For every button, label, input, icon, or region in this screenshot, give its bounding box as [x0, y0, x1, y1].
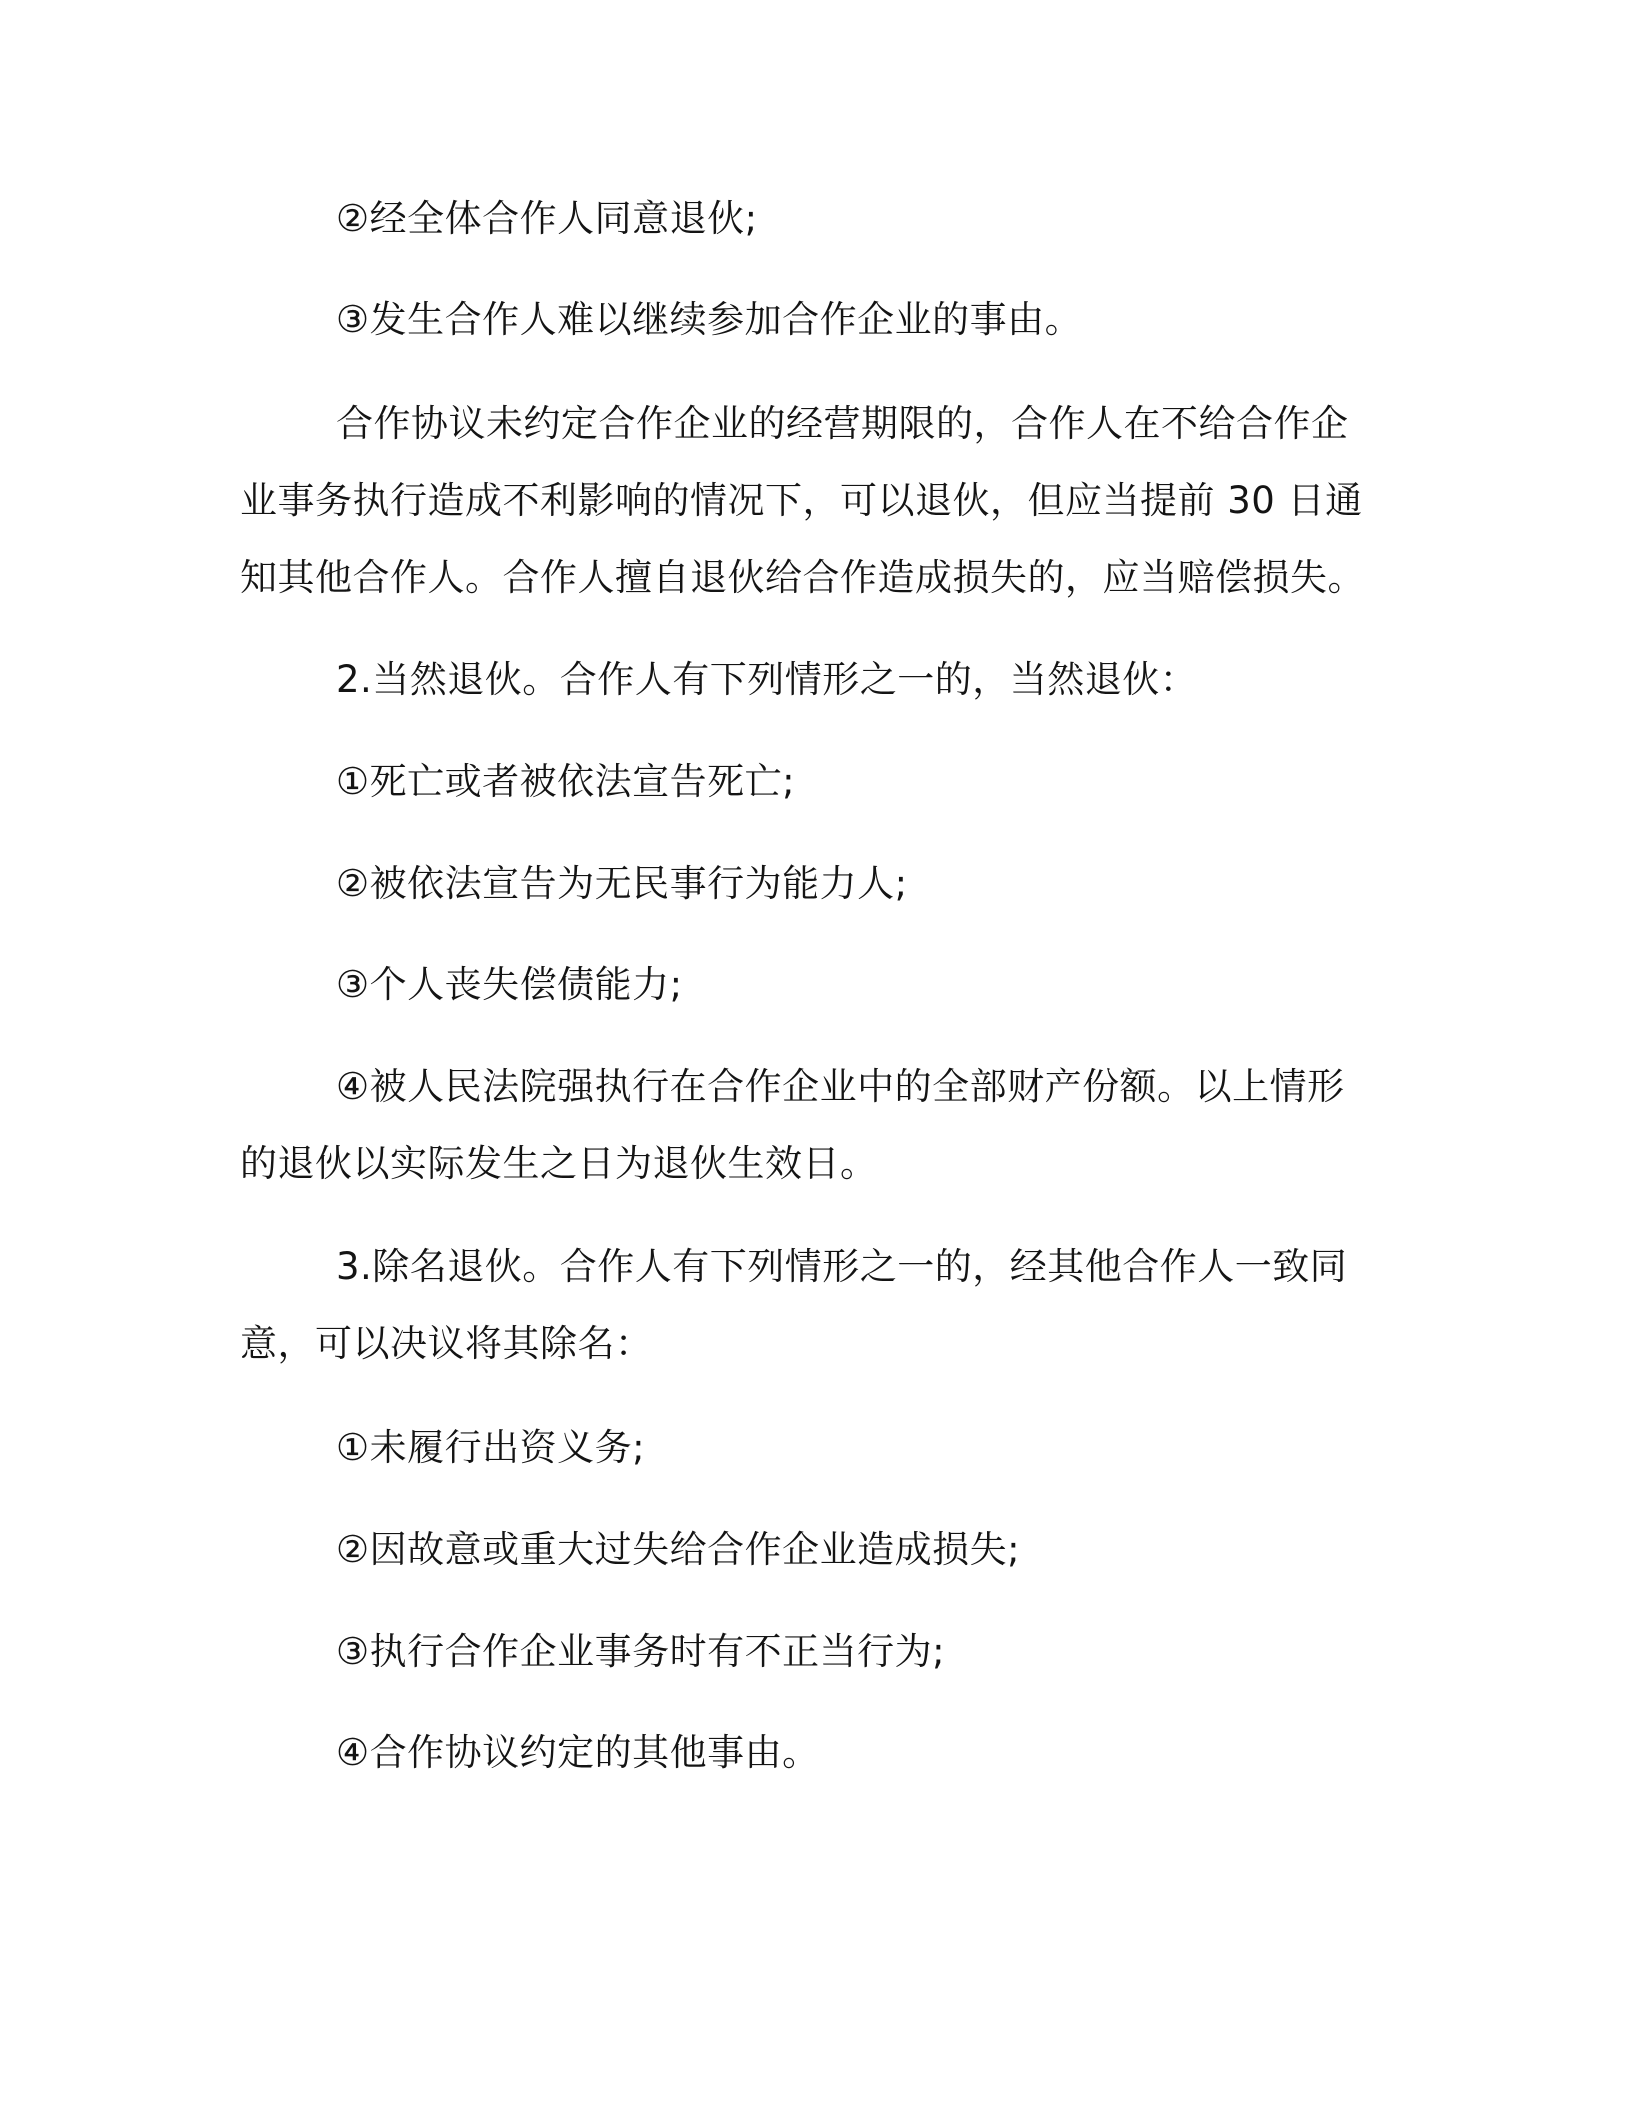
list-item: ②经全体合作人同意退伙; — [336, 197, 758, 240]
list-item: ③执行合作企业事务时有不正当行为; — [336, 1630, 946, 1673]
list-item: ①未履行出资义务; — [336, 1426, 646, 1469]
paragraph: ④被人民法院强执行在合作企业中的全部财产份额。以上情形的退伙以实际发生之日为退伙生效日。 — [240, 1065, 1345, 1185]
list-item: ②因故意或重大过失给合作企业造成损失; — [336, 1528, 1021, 1571]
list-item: ③发生合作人难以继续参加合作企业的事由。 — [336, 298, 1083, 341]
list-item: ④合作协议约定的其他事由。 — [336, 1731, 820, 1774]
list-item: ③个人丧失偿债能力; — [336, 963, 683, 1006]
list-item: ②被依法宣告为无民事行为能力人; — [336, 862, 908, 905]
section-heading: 3.除名退伙。合作人有下列情形之一的，经其他合作人一致同意，可以决议将其除名： — [240, 1245, 1348, 1365]
paragraph: 合作协议未约定合作企业的经营期限的，合作人在不给合作企业事务执行造成不利影响的情况下，可以退伙，但应当提前 30 日通知其他合作人。合作人擅自退伙给合作造成损失的，应当赔偿损失。 — [240, 402, 1365, 599]
list-item: ①死亡或者被依法宣告死亡; — [336, 760, 796, 803]
section-heading: 2.当然退伙。合作人有下列情形之一的，当然退伙： — [336, 658, 1198, 701]
